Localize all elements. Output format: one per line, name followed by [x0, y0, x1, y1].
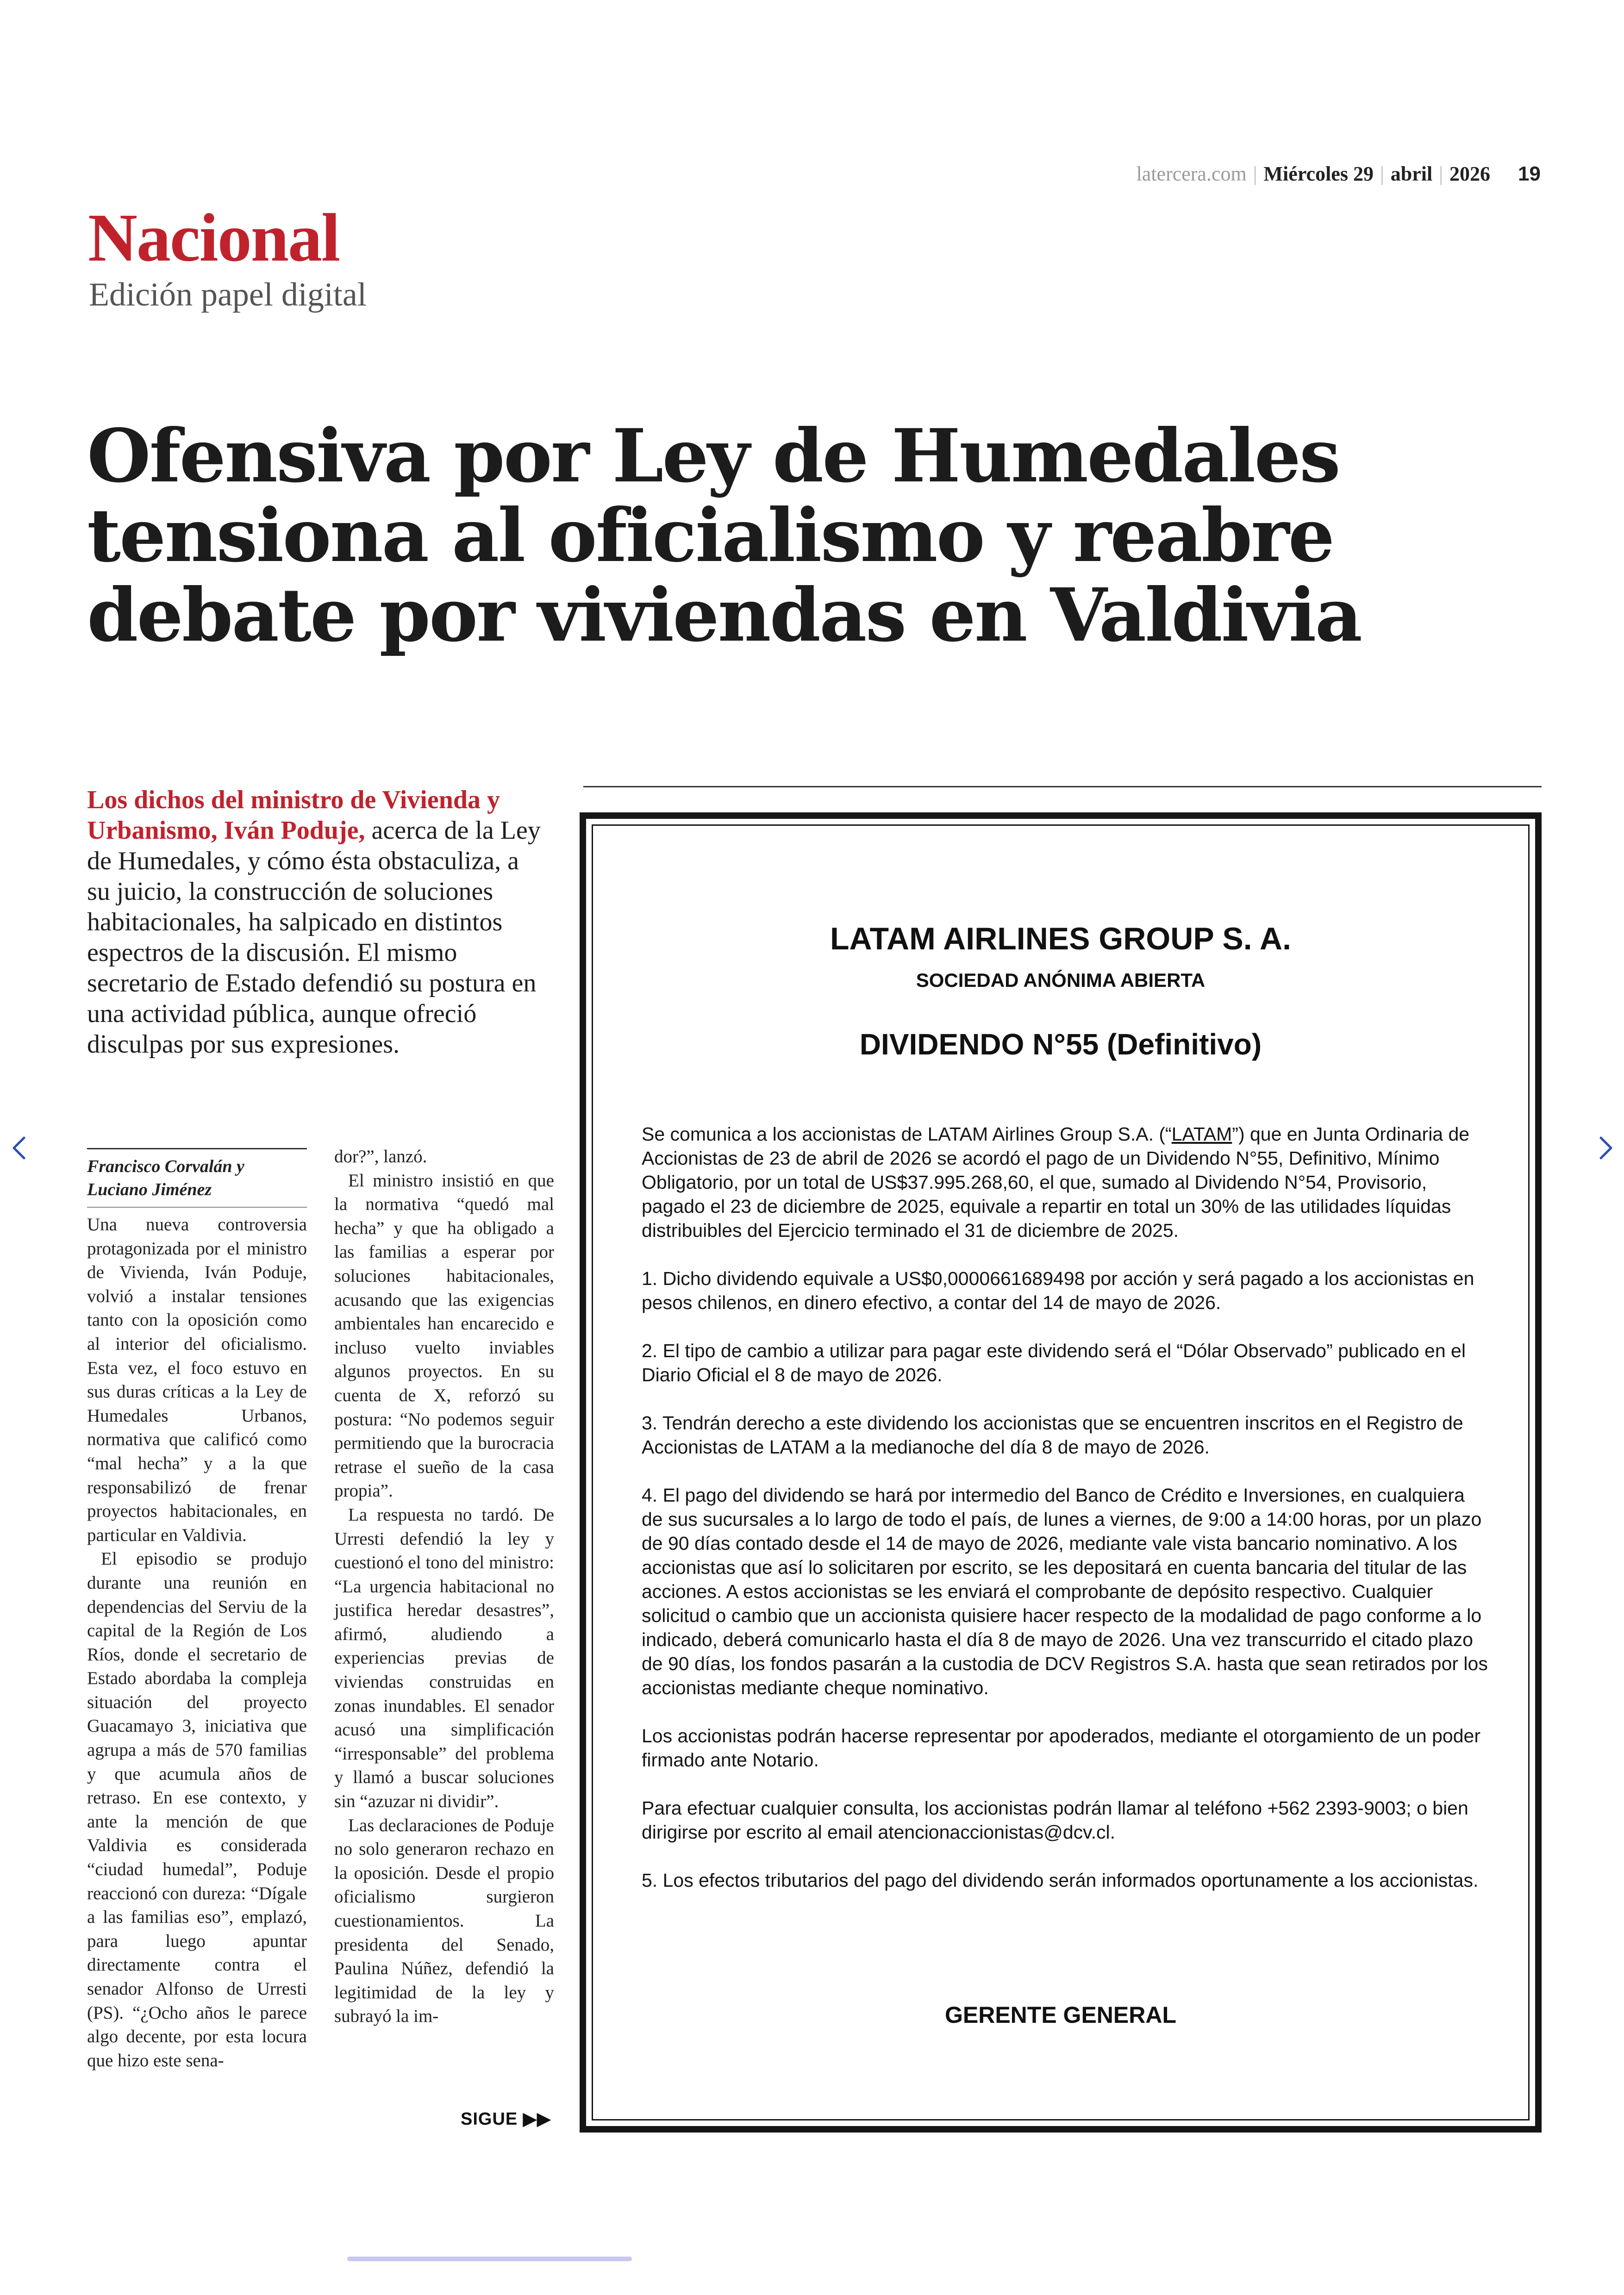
- paragraph: dor?”, lanzó.: [334, 1147, 427, 1166]
- lead-text: acerca de la Ley de Humedales, y cómo ésta obstaculiza, a su juicio, la construcción de soluciones habitacionales, ha salpicado en distintos espectros de la discusión. El mismo secretario de Estado defendió su postura en una actividad pública, aunque ofreció disculpas por sus expresiones.: [87, 816, 541, 1059]
- dividend-notice: [580, 812, 1542, 2133]
- notice-latam-link: LATAM: [1171, 1123, 1232, 1145]
- page-header: latercera.com | Miércoles 29 | abril | 2026 19: [1136, 162, 1541, 185]
- notice-contact: Para efectuar cualquier consulta, los accionistas podrán llamar al teléfono +562 2393-9003; o bien dirigirse por escrito al email atencionaccionistas@dcv.cl.: [642, 1797, 1468, 1843]
- notice-item-2: 2. El tipo de cambio a utilizar para pagar este dividendo será el “Dólar Observado” publicado en el Diario Oficial el 8 de mayo de 2026.: [642, 1340, 1466, 1385]
- notice-title: DIVIDENDO N°55 (Definitivo): [859, 1028, 1262, 1061]
- paragraph: La respuesta no tardó. De Urresti defendió la ley y cuestionó el tono del ministro: “La urgencia habitacional no justifica heredar desastres”, afirmó, aludiendo a experiencias previas de viviendas construidas en zonas inundables. El senador acusó una simplificación “irresponsable” del problema y llamó a buscar soluciones sin “azuzar ni dividir”.: [334, 1504, 554, 1812]
- article-column-1: [87, 1213, 307, 2072]
- notice-item-5: 5. Los efectos tributarios del pago del dividendo serán informados oportunamente a los accionistas.: [642, 1870, 1479, 1891]
- notice-company: LATAM AIRLINES GROUP S. A.: [830, 921, 1292, 956]
- lead-highlight: Los dichos del ministro de Vivienda y Urbanismo, Iván Poduje,: [87, 786, 500, 845]
- notice-intro: Se comunica a los accionistas de LATAM Airlines Group S.A. (“LATAM”) que en Junta Ordinaria de Accionistas de 23 de abril de 2026 se acordó el pago de un Dividendo N°55, Definitivo, Mínimo Obligatorio, por un total de US$37.995.268,60, el que, sumado al Dividendo N°54, Provisorio, pagado el 23 de diciembre de 2025, equivale a repartir en total un 30% de las utilidades líquidas distribuibles del Ejercicio terminado el 31 de diciembre de 2025.: [642, 1123, 1470, 1241]
- paragraph: Una nueva controversia protagonizada por el ministro de Vivienda, Iván Poduje, volvió a instalar tensiones tanto con la oposición como al interior del oficialismo. Esta vez, el foco estuvo en sus duras críticas a la Ley de Humedales Urbanos, normativa que calificó como “mal hecha” y a la que responsabilizó de frenar proyectos habitacionales, en particular en Valdivia.: [87, 1215, 307, 1545]
- paragraph: El episodio se produjo durante una reunión en dependencias del Serviu de la capital de la Región de Los Ríos, donde el secretario de Estado abordaba la compleja situación del proyecto Guacamayo 3, iniciativa que agrupa a más de 570 familias y que acumula años de retraso. En ese contexto, y ante la mención de que Valdivia es considerada “ciudad humedal”, Poduje reaccionó con dureza: “Dígale a las familias eso”, emplazó, para luego apuntar directamente contra el senador Alfonso de Urresti (PS). “¿Ocho años le parece algo decente, por esta locura que hizo este sena-: [87, 1549, 307, 2070]
- notice-item-1: 1. Dicho dividendo equivale a US$0,0000661689498 por acción y será pagado a los accionistas en pesos chilenos, en dinero efectivo, a contar del 14 de mayo de 2026.: [642, 1268, 1474, 1313]
- site-name[interactable]: latercera.com: [1136, 162, 1247, 185]
- notice-item-3: 3. Tendrán derecho a este dividendo los accionistas que se encuentren inscritos en el Registro de Accionistas de LATAM a la medianoche del día 8 de mayo de 2026.: [642, 1412, 1463, 1458]
- next-page-button[interactable]: [1593, 1125, 1620, 1171]
- date-month: abril: [1390, 162, 1433, 185]
- article-headline: Ofensiva por Ley de Humedales tensiona al oficialismo y reabre debate por viviendas en Valdivia: [87, 413, 1361, 658]
- edition-label: Edición papel digital: [89, 276, 367, 313]
- byline: Francisco Corvalán y Luciano Jiménez: [87, 1148, 307, 1208]
- notice-body: [642, 1122, 1489, 1916]
- date-day: Miércoles 29: [1263, 162, 1374, 185]
- notice-proxy: Los accionistas podrán hacerse representar por apoderados, mediante el otorgamiento de un poder firmado ante Notario.: [642, 1725, 1480, 1771]
- page-number: 19: [1518, 162, 1541, 185]
- chevron-right-icon: [1593, 1125, 1620, 1171]
- notice-frame: [592, 824, 1530, 2120]
- divider: [583, 786, 1542, 787]
- date-year: 2026: [1449, 162, 1491, 185]
- notice-item-4: 4. El pago del dividendo se hará por intermedio del Banco de Crédito e Inversiones, en cualquiera de sus sucursales a lo largo de todo el país, de lunes a viernes, de 9:00 a 14:00 horas, por un plazo de 90 días contado desde el 14 de mayo de 2026, mediante vale vista bancario nominativo. A los accionistas que así lo solicitaren por escrito, se les depositará en cuenta bancaria del titular de las acciones. A estos accionistas se les enviará el comprobante de depósito respectivo. Cualquier solicitud o cambio que un accionista quisiere hacer respecto de la modalidad de pago conforme a lo indicado, deberá comunicarlo hasta el día 8 de mayo de 2026. Una vez transcurrido el citado plazo de 90 días, los fondos pasarán a la custodia de DCV Registros S.A. hasta que sean retirados por los accionistas mediante cheque nominativo.: [642, 1484, 1488, 1698]
- article-lead: [87, 785, 545, 1060]
- paragraph: Las declaraciones de Poduje no solo generaron rechazo en la oposición. Desde el propio oficialismo surgieron cuestionamientos. La presidenta del Senado, Paulina Núñez, defendió la legitimidad de la ley y subrayó la im-: [334, 1815, 554, 2027]
- notice-signature: GERENTE GENERAL: [944, 2002, 1177, 2028]
- continue-label: SIGUE ▶▶: [461, 2109, 551, 2129]
- prev-page-button[interactable]: [5, 1125, 32, 1171]
- scroll-progress[interactable]: [347, 2257, 632, 2261]
- article-column-2: [334, 1145, 554, 2028]
- notice-company-type: SOCIEDAD ANÓNIMA ABIERTA: [916, 969, 1206, 991]
- chevron-left-icon: [5, 1125, 32, 1171]
- paragraph: El ministro insistió en que la normativa “quedó mal hecha” y que ha obligado a las familias a esperar por soluciones habitacionales, acusando que las exigencias ambientales han encarecido e incluso vuelto inviables algunos proyectos. En su cuenta de X, reforzó su postura: “No podemos seguir permitiendo que la burocracia retrase el sueño de la casa propia”.: [334, 1170, 554, 1501]
- section-title: Nacional: [88, 200, 340, 276]
